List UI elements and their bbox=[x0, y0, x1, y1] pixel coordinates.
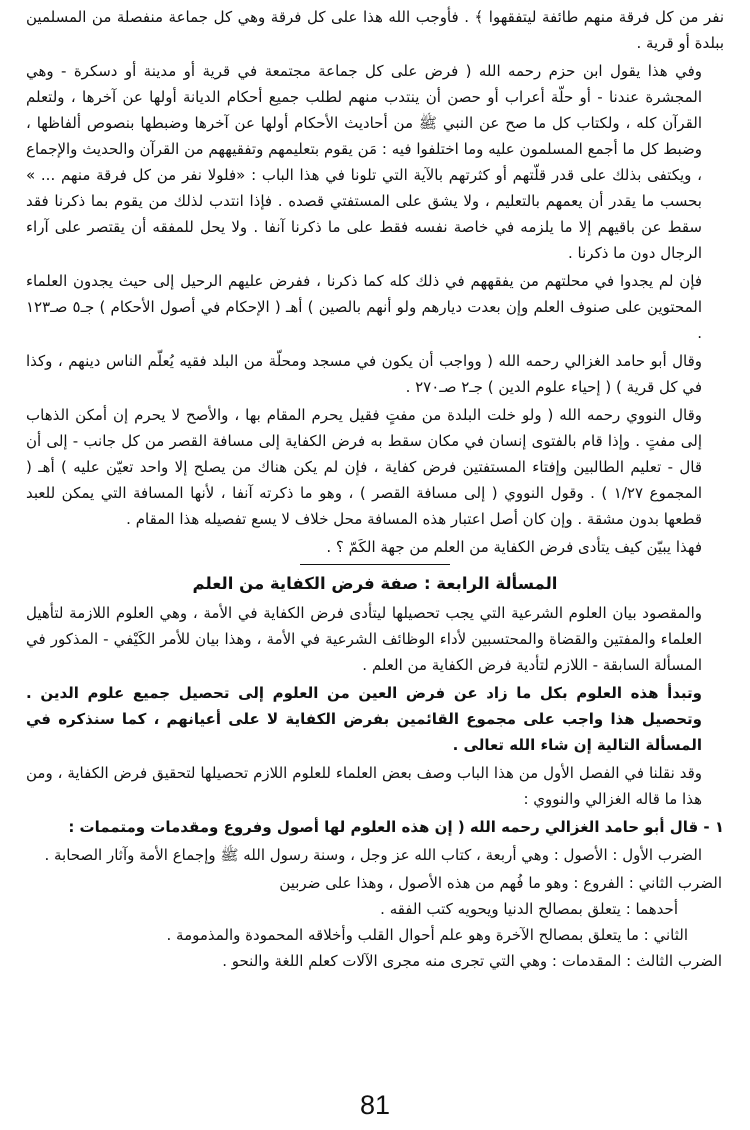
paragraph-nawawi-quote: وقال النووي رحمه الله ( ولو خلت البلدة من مفتٍ فقيل يحرم المقام بها ، والأصح لا يحرم إن أمكن الذهاب إلى مفتٍ . وإذا قام بالفتوى إنسان في مكان سقط به فرض الكفاية إلى مسافة القصر من كل جانب - إلى أن قال - تعليم الطالبين وإفتاء المستفتين فرض كفاية ، فإن لم يكن هناك من يصلح إلا واحد تعيّن عليه ) أهـ ( المجموع ١/٢٧ ) . وقول النووي ( إلى مسافة القصر ) ، وهو ما ذكرته آنفا ، لأنها المسافة التي يمكن للعبد قطعها بدون مشقة . وإن كان أصل اعتبار هذه المسافة محل خلاف لا يسع تفصيله هذا المقام . bbox=[26, 406, 702, 528]
paragraph-ibn-hazm-quote: وفي هذا يقول ابن حزم رحمه الله ( فرض على كل جماعة مجتمعة في قرية أو مدينة أو دسكرة - وهي المجشرة عندنا - أو حلّة أعراب أو حصن أن ينتدب منهم لطلب جميع أحكام الديانة أولها عن آخرها ، ولتعلم القرآن كله ، ولكتاب كل ما صح عن النبي ﷺ من أحاديث الأحكام أولها عن آخرها وضبطها بنصوص ألفاظها ، وضبط كل ما أجمع المسلمون عليه وما اختلفوا فيه : مَن يقوم بتعليمهم وتفقيههم من القرآن والحديث والإجماع ، ويكتفى بذلك على قدر قلّتهم أو كثرتهم بالآية التي تلونا في هذا الباب : «فلولا نفر من كل فرقة منهم ... » بحسب ما يقدر أن يعمهم بالتعليم ، ولا يشق على المستفتي قصده . فإذا انتدب لذلك من يقوم بما ذكرنا فقد سقط عن باقيهم إلا ما يلزمه في خاصة نفسه فقط على ما ذكرنا آنفا . ولا يحل للمفقه أن يقتصر على آراء الرجال دون ما ذكرنا . bbox=[26, 62, 702, 262]
paragraph-ghazali-heading: ١ - قال أبو حامد الغزالي رحمه الله ( إن هذه العلوم لها أصول وفروع ومقدمات ومتممات : bbox=[68, 818, 724, 836]
paragraph-section-intro: والمقصود بيان العلوم الشرعية التي يجب تحصيلها ليتأدى فرض الكفاية في الأمة ، وهي العلوم اللازمة لتأهيل العلماء والمفتين والقضاة والمحتسبين لأداء الوظائف الشرعية في الأمة ، وهذا بيان للأمر الكَيْفي - المذكور في المسألة السابقة - اللازم لتأدية فرض الكفاية من العلم . bbox=[26, 604, 702, 674]
paragraph-first-category: الضرب الأول : الأصول : وهي أربعة ، كتاب الله عز وجل ، وسنة رسول الله ﷺ وإجماع الأمة وآثار الصحابة . bbox=[44, 846, 702, 864]
list-line-second-subtype: الثاني : ما يتعلق بمصالح الآخرة وهو علم أحوال القلب وأخلاقه المحمودة والمذمومة . bbox=[166, 926, 688, 944]
list-line-first-subtype: أحدهما : يتعلق بمصالح الدنيا ويحويه كتب الفقه . bbox=[380, 900, 678, 918]
paragraph-sciences-scope: وتبدأ هذه العلوم بكل ما زاد عن فرض العين من العلوم إلى تحصيل جميع علوم الدين . وتحصيل هذا واجب على مجموع القائمين بفرض الكفاية لا على أعيانهم ، كما سنذكره في المسألة التالية إن شاء الله تعالى . bbox=[26, 684, 702, 754]
section-heading: المسألة الرابعة : صفة فرض الكفاية من العلم bbox=[192, 574, 558, 593]
page-number: 81 bbox=[359, 1090, 391, 1120]
section-divider bbox=[300, 564, 450, 565]
list-line-third-category: الضرب الثالث : المقدمات : وهي التي تجرى منه مجرى الآلات كعلم اللغة والنحو . bbox=[222, 952, 722, 970]
paragraph-ghazali-quote: وقال أبو حامد الغزالي رحمه الله ( وواجب أن يكون في مسجد ومحلّة من البلد فقيه يُعلّم الناس دينهم ، وكذا في كل قرية ) ( إحياء علوم الدين ) جـ٢ صـ٢٧٠ . bbox=[26, 352, 702, 396]
list-line-second-category: الضرب الثاني : الفروع : وهو ما فُهم من هذه الأصول ، وهذا على ضربين bbox=[279, 874, 722, 892]
paragraph-travel-obligation: فإن لم يجدوا في محلتهم من يفقههم في ذلك كله كما ذكرنا ، ففرض عليهم الرحيل إلى حيث يجدون العلماء المحتوين على صنوف العلم وإن بعدت ديارهم ولو أنهم بالصين ) أهـ ( الإحكام في أصول الأحكام ) جـ٥ صـ١٢٣ . bbox=[26, 272, 702, 342]
paragraph-conclusion: فهذا يبيّن كيف يتأدى فرض الكفاية من العلم من جهة الكَمّ ؟ . bbox=[326, 538, 702, 556]
paragraph-verse-continuation: نفر من كل فرقة منهم طائفة ليتفقهوا ﴾ . فأوجب الله هذا على كل فرقة وهي كل جماعة منفصلة من المسلمين ببلدة أو قرية . bbox=[26, 8, 724, 52]
paragraph-quoted-scholars: وقد نقلنا في الفصل الأول من هذا الباب وصف بعض العلماء للعلوم اللازم تحصيلها لتحقيق فرض الكفاية ، ومن هذا ما قاله الغزالي والنووي : bbox=[26, 764, 702, 808]
